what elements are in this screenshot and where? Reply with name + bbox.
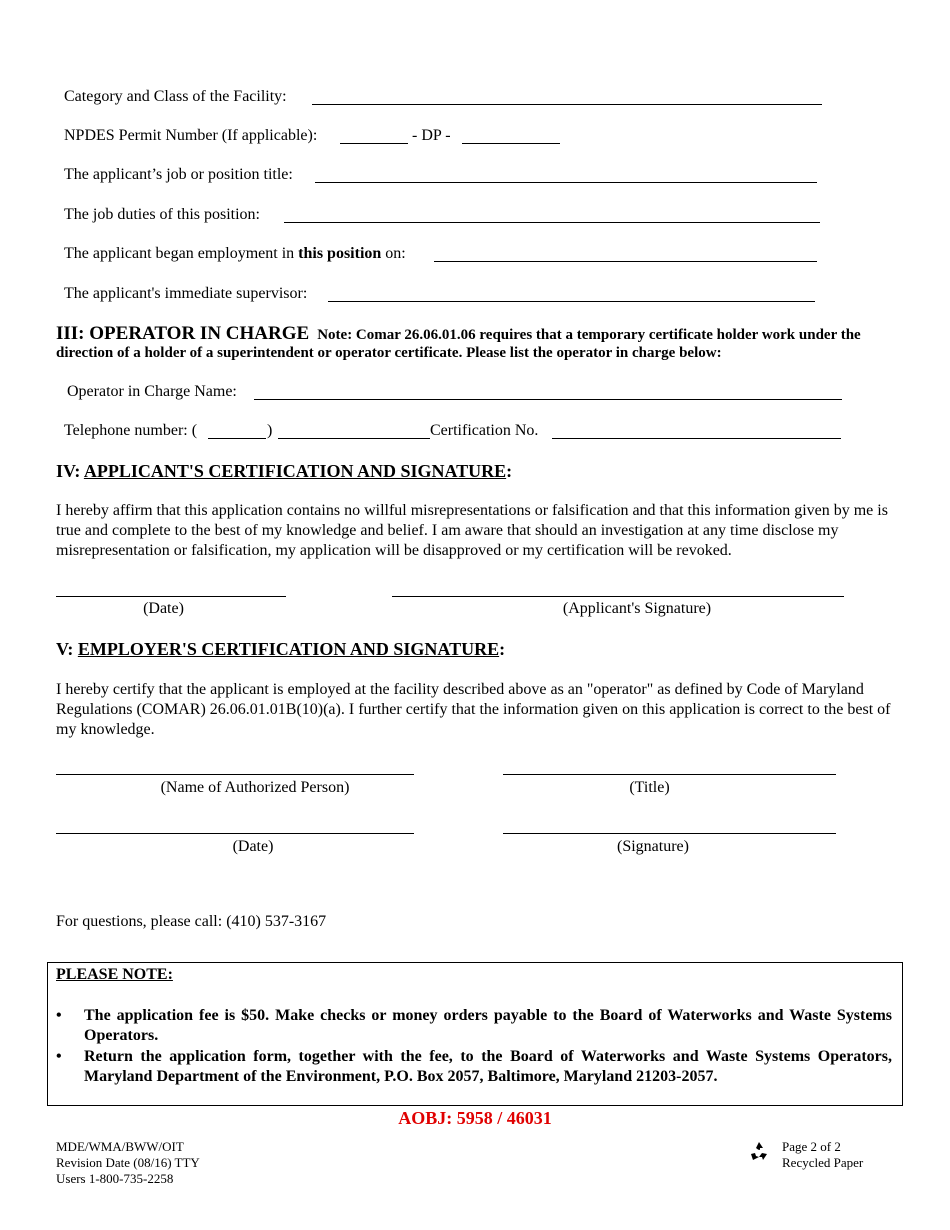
aobj-code: AOBJ: 5958 / 46031 — [398, 1108, 552, 1128]
job-title-field[interactable] — [315, 182, 817, 183]
npdes-label: NPDES Permit Number (If applicable): — [64, 127, 318, 144]
employer-date-caption: (Date) — [232, 838, 274, 855]
operator-in-charge-heading: III: OPERATOR IN CHARGE Note: Comar 26.06.01.06 requires that a temporary certificate holder work under the — [56, 323, 861, 344]
footer-agency-code: MDE/WMA/BWW/OIT — [56, 1139, 184, 1154]
applicant-date-line[interactable] — [56, 596, 286, 597]
please-note-item-return: • Return the application form, together with the fee, to the Board of Waterworks and Waste Systems Operators, Maryland Department of the Environment, P.O. Box 2057, Baltimore, Maryland 21203-2057. — [56, 1048, 892, 1085]
npdes-separator: - DP - — [412, 127, 451, 144]
operator-name-label: Operator in Charge Name: — [67, 383, 237, 400]
please-note-item-fee: • The application fee is $50. Make checks or money orders payable to the Board of Waterworks and Waste Systems Operators. — [56, 1007, 892, 1044]
npdes-suffix-field[interactable] — [462, 143, 560, 144]
category-field[interactable] — [312, 104, 822, 105]
began-employment-field[interactable] — [434, 261, 817, 262]
footer-recycled-paper: Recycled Paper — [782, 1155, 864, 1170]
job-duties-label: The job duties of this position: — [64, 206, 260, 223]
applicant-signature-caption: (Applicant's Signature) — [562, 600, 712, 617]
authorized-person-name-line[interactable] — [56, 774, 414, 775]
certification-field[interactable] — [552, 438, 841, 439]
operator-name-field[interactable] — [254, 399, 842, 400]
job-duties-field[interactable] — [284, 222, 820, 223]
telephone-label: Telephone number: ( — [64, 422, 198, 439]
employer-date-line[interactable] — [56, 833, 414, 834]
employer-title-caption: (Title) — [629, 779, 670, 796]
please-note-heading: PLEASE NOTE: — [56, 966, 173, 983]
supervisor-field[interactable] — [328, 301, 815, 302]
supervisor-label: The applicant's immediate supervisor: — [64, 285, 308, 302]
telephone-number-field[interactable] — [278, 438, 430, 439]
began-employment-label: The applicant began employment in this position on: — [64, 245, 406, 262]
employer-signature-caption: (Signature) — [617, 838, 689, 855]
recycle-icon — [748, 1140, 770, 1162]
employer-certification-paragraph: I hereby certify that the applicant is employed at the facility described above as an "operator" as defined by Code of Maryland Regulations (COMAR) 26.06.01.01B(10)(a). I further certify that the information given on this application is correct to the best of my knowledge. — [56, 681, 891, 738]
applicant-affirmation-paragraph: I hereby affirm that this application contains no willful misrepresentations or falsification and that this information given by me is true and complete to the best of my knowledge and belief. I am aware that should an investigation at any time disclose my misrepresentation or falsification, my application will be disapproved or my certification will be revoked. — [56, 502, 888, 559]
applicant-date-caption: (Date) — [143, 600, 184, 617]
employer-certification-heading: V: EMPLOYER'S CERTIFICATION AND SIGNATURE: — [56, 639, 506, 659]
applicant-certification-heading: IV: APPLICANT'S CERTIFICATION AND SIGNATURE: — [56, 461, 513, 481]
employer-signature-line[interactable] — [503, 833, 836, 834]
footer-tty-users: Users 1-800-735-2258 — [56, 1171, 174, 1186]
job-title-label: The applicant’s job or position title: — [64, 166, 293, 183]
bullet-icon: • — [56, 1048, 62, 1065]
footer-page-number: Page 2 of 2 — [782, 1139, 841, 1154]
bullet-icon: • — [56, 1007, 62, 1024]
applicant-signature-line[interactable] — [392, 596, 844, 597]
telephone-close-paren: ) — [267, 422, 273, 439]
certification-label: Certification No. — [430, 422, 539, 439]
category-label: Category and Class of the Facility: — [64, 88, 287, 105]
footer-revision-date: Revision Date (08/16) TTY — [56, 1155, 200, 1170]
npdes-prefix-field[interactable] — [340, 143, 408, 144]
operator-in-charge-note: direction of a holder of a superintendent or operator certificate. Please list the operator in charge below: — [56, 345, 722, 361]
authorized-person-name-caption: (Name of Authorized Person) — [160, 779, 350, 796]
questions-phone-text: For questions, please call: (410) 537-3167 — [56, 913, 327, 930]
employer-title-line[interactable] — [503, 774, 836, 775]
telephone-area-code-field[interactable] — [208, 438, 266, 439]
